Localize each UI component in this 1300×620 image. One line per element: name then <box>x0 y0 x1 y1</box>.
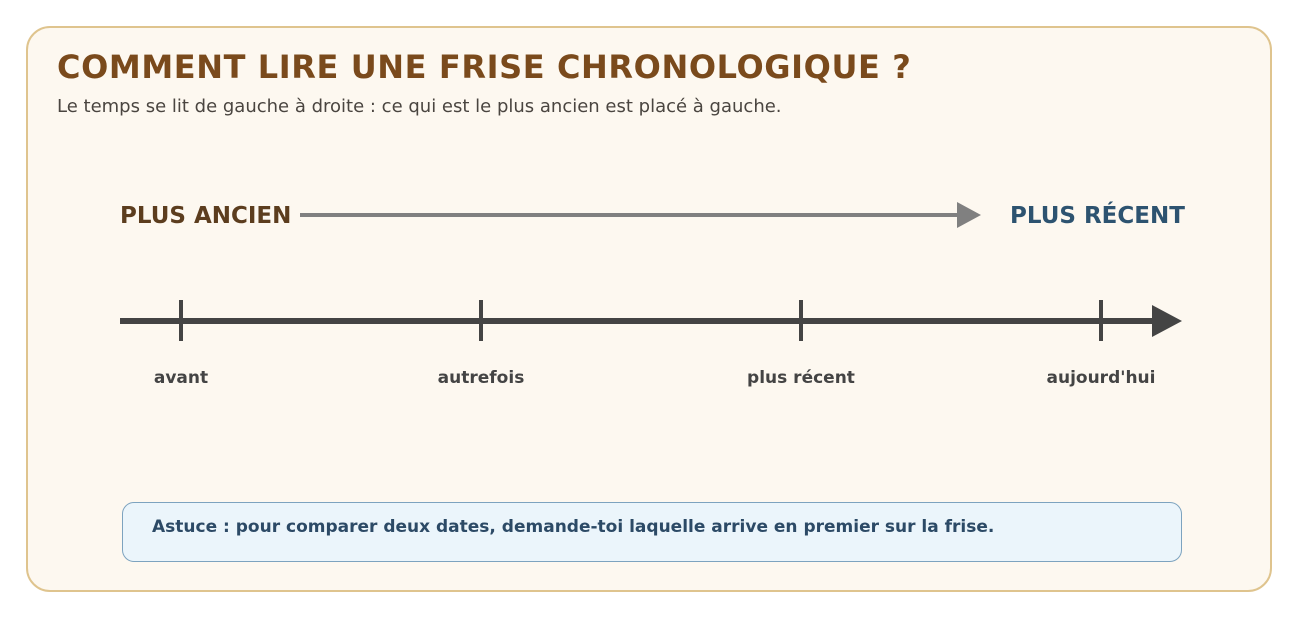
timeline-mark-label: avant <box>153 368 209 388</box>
timeline-mark-label: plus récent <box>747 368 855 388</box>
timeline-arrowhead-icon <box>1152 305 1182 337</box>
timeline-marks <box>154 300 1156 388</box>
page-title: COMMENT LIRE UNE FRISE CHRONOLOGIQUE ? <box>57 48 912 86</box>
recent-direction-label: PLUS RÉCENT <box>1010 203 1185 229</box>
page-subtitle: Le temps se lit de gauche à droite : ce qui est le plus ancien est placé à gauche. <box>57 96 782 117</box>
older-direction-label: PLUS ANCIEN <box>120 203 292 229</box>
timeline-mark-label: autrefois <box>437 368 525 388</box>
tip-text: Astuce : pour comparer deux dates, demande-toi laquelle arrive en premier sur la frise. <box>152 517 995 537</box>
direction-arrowhead-icon <box>957 202 981 228</box>
timeline-mark-label: aujourd'hui <box>1046 368 1156 388</box>
